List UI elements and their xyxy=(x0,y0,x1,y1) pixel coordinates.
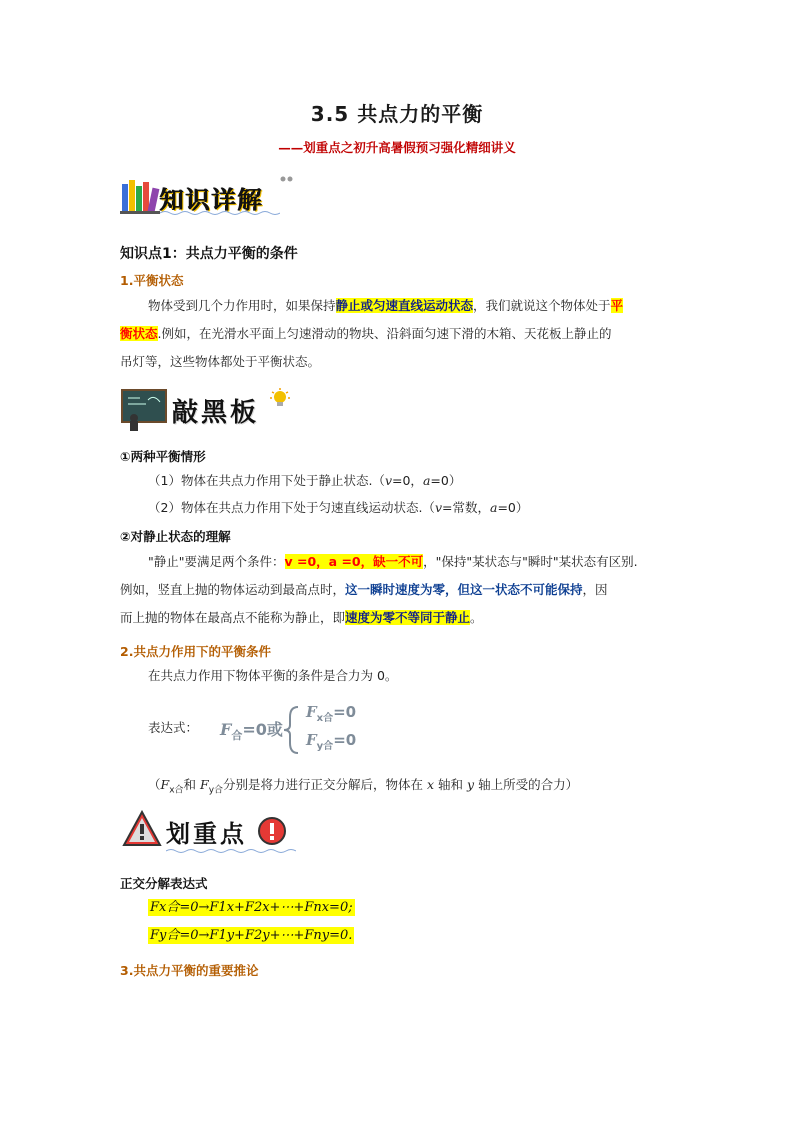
expr-left-rest: =0或 xyxy=(242,720,283,739)
section1-sub-title: 1.平衡状态 xyxy=(120,273,184,288)
case1-v: v xyxy=(384,473,392,488)
section2-paragraph: 在共点力作用下物体平衡的条件是合力为 0。 xyxy=(148,668,398,683)
keypoint-banner xyxy=(122,808,302,856)
p1-text-b: ，我们就说这个物体处于 xyxy=(473,298,611,313)
static-text-c: 例如，竖直上抛的物体运动到最高点时， xyxy=(120,582,346,597)
blackboard-icon xyxy=(120,388,168,432)
static-blue: 这一瞬时速度为零，但这一状态不可能保持 xyxy=(345,582,583,597)
quote-mark-icon xyxy=(280,176,294,186)
case1-text: （1）物体在共点力作用下处于静止状态.（ xyxy=(148,473,385,488)
note-s1: x合 xyxy=(169,785,184,796)
p1-highlight2a: 平 xyxy=(610,298,624,313)
note-F1: F xyxy=(160,777,170,792)
static-text-e: 而上抛的物体在最高点不能称为静止，即 xyxy=(120,610,346,625)
note-s2: y合 xyxy=(208,785,224,796)
knowledge-banner xyxy=(120,174,295,218)
expr-left-F: F xyxy=(220,720,232,739)
case1-mid: =0， xyxy=(392,473,423,488)
static-highlight: v =0，a =0，缺一不可 xyxy=(284,554,424,569)
section2-sub-title: 2.共点力作用下的平衡条件 xyxy=(120,644,271,659)
expression-bottom xyxy=(306,731,356,752)
keypoint-formula-2 xyxy=(148,924,354,943)
page-subtitle: ——划重点之初升高暑假预习强化精细讲义 xyxy=(278,140,516,155)
expression-top xyxy=(306,703,356,724)
static-text-b: ，"保持"某状态与"瞬时"某状态有区别. xyxy=(423,554,638,569)
note-F2: F xyxy=(200,777,209,792)
expression-label: 表达式： xyxy=(148,720,199,735)
expr-top-sub: x合 xyxy=(316,713,334,724)
expression-note xyxy=(148,771,578,805)
case1-end: =0） xyxy=(430,473,462,488)
lightbulb-icon xyxy=(270,388,290,410)
expr-left-sub: 合 xyxy=(231,729,243,743)
note-b: 分别是将力进行正交分解后，物体在 xyxy=(223,777,428,792)
case-1 xyxy=(148,467,461,495)
note-m: 和 xyxy=(183,777,201,792)
formula-2-text: Fy合=0→F1y+F2y+⋯+Fny=0. xyxy=(150,928,353,943)
blackboard-banner-text: 敲黑板 xyxy=(172,398,260,428)
case1-a: a xyxy=(422,473,431,488)
p1-text-d: 吊灯等，这些物体都处于平衡状态。 xyxy=(120,354,321,369)
static-paragraph xyxy=(120,548,680,632)
keypoint-formula-1 xyxy=(148,896,355,915)
expr-top-F: F xyxy=(306,703,317,721)
p1-text-c: .例如，在光滑水平面上匀速滑动的物块、沿斜面匀速下滑的木箱、天花板上静止的 xyxy=(157,326,612,341)
expr-top-rest: =0 xyxy=(333,703,357,721)
static-heading: ②对静止状态的理解 xyxy=(120,529,231,544)
case-2 xyxy=(148,494,528,522)
case2-end: =0） xyxy=(497,500,529,515)
expression-block xyxy=(148,703,408,757)
expression-left xyxy=(220,717,283,743)
case2-text: （2）物体在共点力作用下处于匀速直线运动状态.（ xyxy=(148,500,435,515)
case2-v: v xyxy=(434,500,442,515)
blackboard-banner xyxy=(120,386,290,434)
case-heading: ①两种平衡情形 xyxy=(120,449,206,464)
books-icon xyxy=(120,178,160,214)
exclamation-circle-icon xyxy=(256,816,288,846)
p1-highlight: 静止或匀速直线运动状态 xyxy=(335,298,474,313)
static-text-f: 。 xyxy=(470,610,483,625)
static-text-a: "静止"要满足两个条件： xyxy=(148,554,285,569)
static-text-d: ，因 xyxy=(582,582,608,597)
expr-bot-F: F xyxy=(306,731,317,749)
note-d: 轴上所受的合力） xyxy=(474,777,579,792)
note-x: x xyxy=(427,777,435,792)
static-highlight2: 速度为零不等同于静止 xyxy=(345,610,471,625)
section1-paragraph xyxy=(120,292,680,376)
expr-bot-sub: y合 xyxy=(316,741,334,752)
warning-icon xyxy=(122,810,162,848)
case2-mid: =常数， xyxy=(442,500,490,515)
note-a: （ xyxy=(148,777,161,792)
wavy-underline-icon xyxy=(160,210,280,216)
p1-highlight2b: 衡状态 xyxy=(120,326,158,341)
section3-sub-title: 3.共点力平衡的重要推论 xyxy=(120,963,259,978)
p1-text-a: 物体受到几个力作用时，如果保持 xyxy=(148,298,336,313)
case2-a: a xyxy=(489,500,498,515)
keypoint-banner-text: 划重点 xyxy=(166,820,247,848)
formula-1-text: Fx合=0→F1x+F2x+⋯+Fnx=0; xyxy=(150,900,353,915)
brace-icon xyxy=(282,705,302,755)
page-title: 3.5 共点力的平衡 xyxy=(310,102,484,126)
note-y: y xyxy=(467,777,475,792)
section1-heading: 知识点1：共点力平衡的条件 xyxy=(120,246,298,262)
expr-bot-rest: =0 xyxy=(333,731,357,749)
keypoint-heading: 正交分解表达式 xyxy=(120,876,208,891)
note-c: 轴和 xyxy=(434,777,468,792)
knowledge-banner-text: 知识详解 xyxy=(160,186,264,214)
wavy-underline-icon xyxy=(166,848,296,854)
